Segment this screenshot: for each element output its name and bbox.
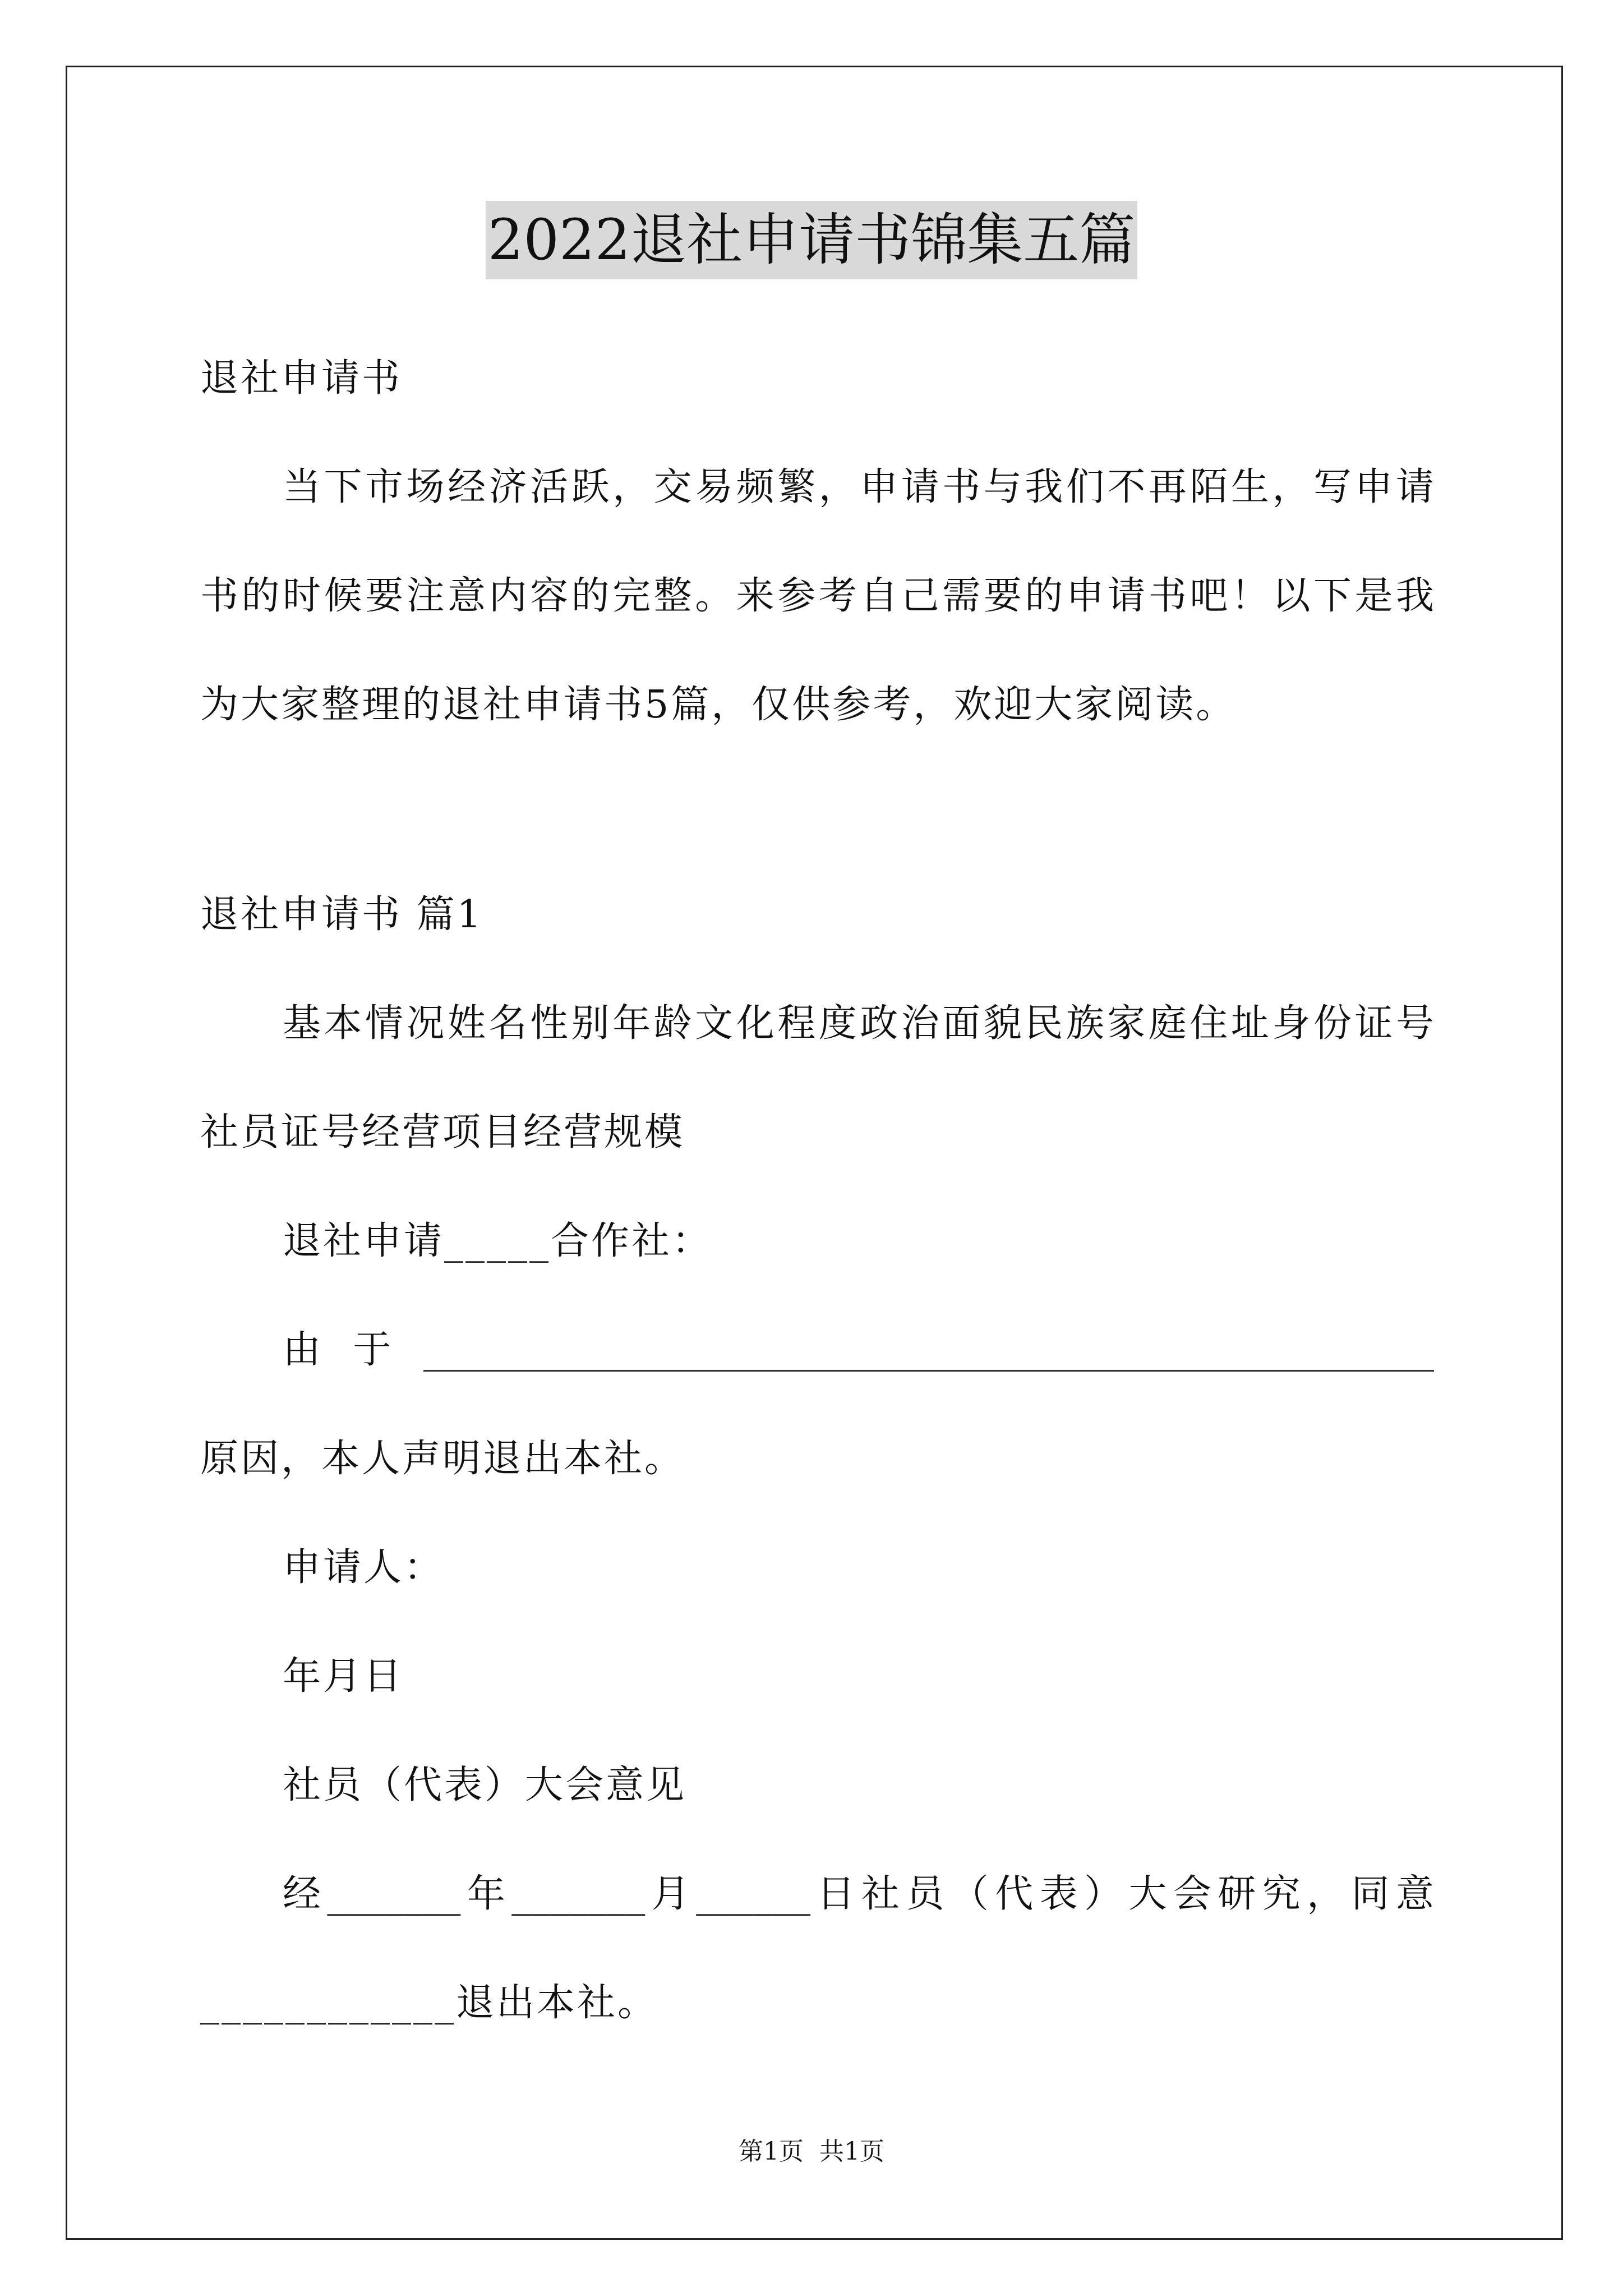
title-area [0, 201, 1623, 279]
applicant-line: 申请人： [283, 1545, 445, 1590]
paragraph-line: 原因，本人声明退出本社。 [200, 1437, 685, 1481]
paragraph-line: 基本情况姓名性别年龄文化程度政治面貌民族家庭住址身份证号 [283, 1001, 1434, 1046]
section-heading-1: 退社申请书 篇1 [200, 892, 483, 937]
heading-intro: 退社申请书 [200, 356, 403, 401]
page-total: 共1页 [819, 2137, 884, 2166]
page-footer [0, 2135, 1623, 2169]
paragraph-line: 当下市场经济活跃，交易频繁，申请书与我们不再陌生，写申请 [283, 465, 1434, 509]
paragraph-line: ____________退出本社。 [200, 1981, 658, 2025]
document-title: 2022退社申请书锦集五篇 [486, 201, 1138, 279]
paragraph-line: 由于_____________________________________________________ [283, 1328, 1434, 1372]
paragraph-line: 书的时候要注意内容的完整。来参考自己需要的申请书吧！以下是我 [200, 574, 1434, 618]
paragraph-line: 社员证号经营项目经营规模 [200, 1110, 685, 1154]
page-number: 第1页 [739, 2137, 804, 2166]
paragraph-line: 经_______年_______月______日社员（代表）大会研究，同意 [283, 1872, 1434, 1916]
paragraph-line: 为大家整理的退社申请书5篇，仅供参考，欢迎大家阅读。 [200, 683, 1237, 727]
opinion-heading: 社员（代表）大会意见 [283, 1763, 687, 1807]
paragraph-line: 退社申请_____合作社： [283, 1219, 713, 1263]
date-line: 年月日 [283, 1654, 404, 1699]
